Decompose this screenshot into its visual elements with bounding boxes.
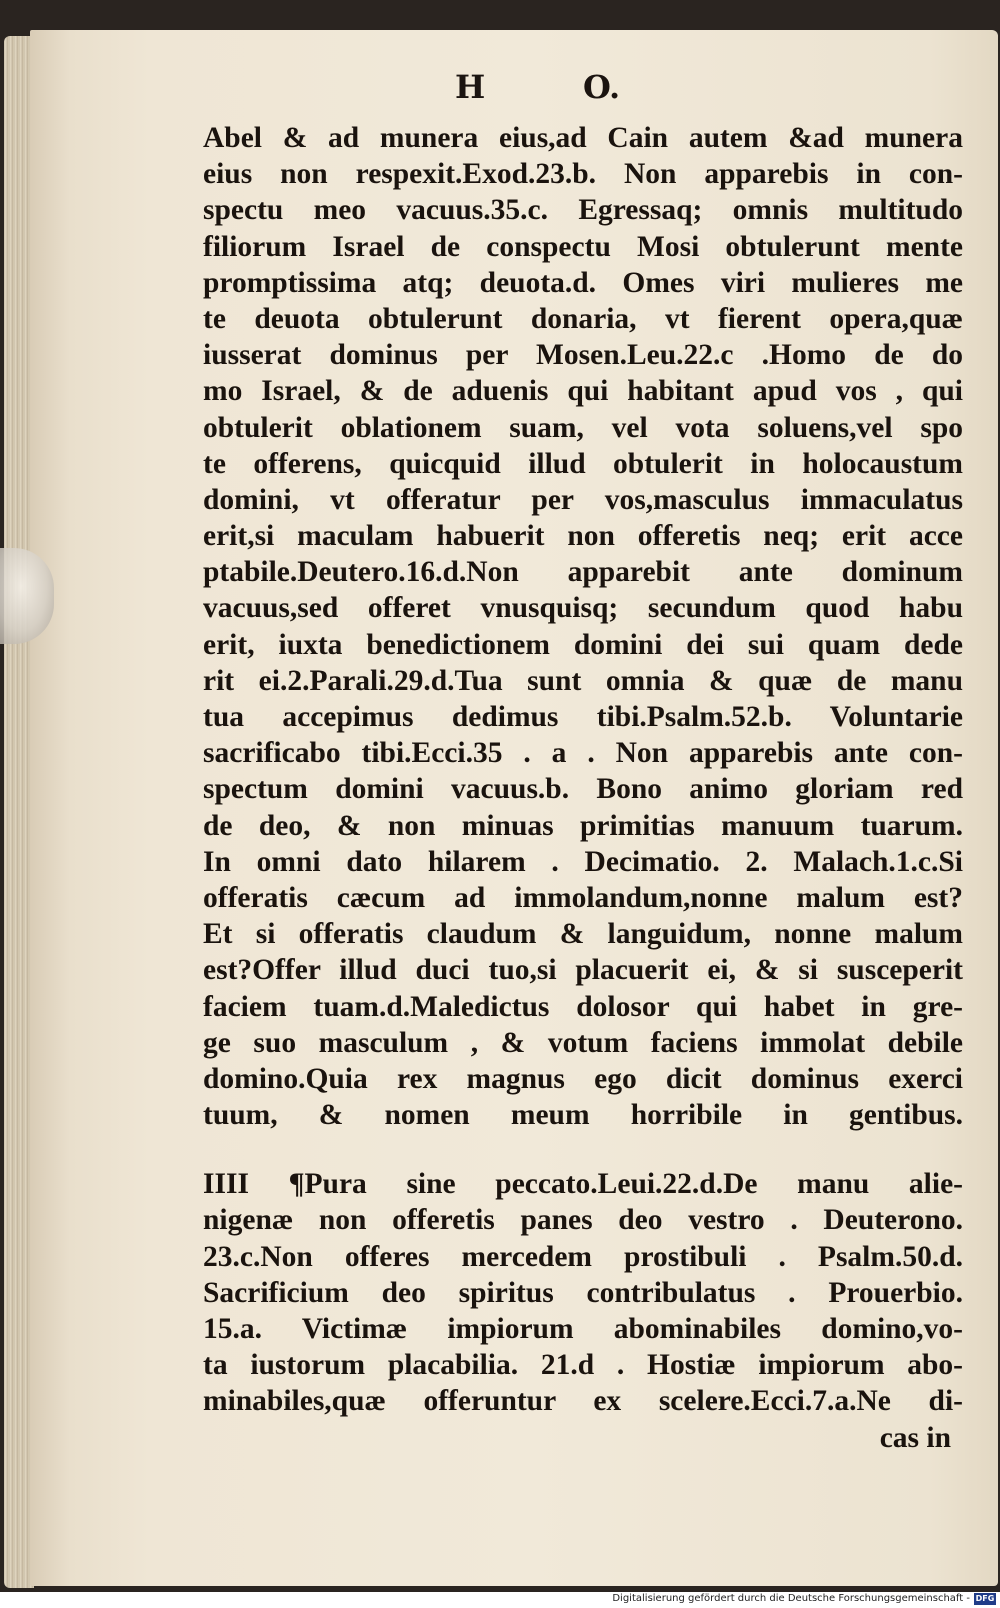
text-line: ta iustorum placabilia. 21.d . Hostiæ impiorum abo- [203, 1349, 963, 1382]
catchword: cas in [879, 1421, 951, 1454]
text-line: nigenæ non offeretis panes deo vestro . Deuterono. [203, 1204, 963, 1237]
footer-credit: Digitalisierung gefördert durch die Deutsche Forschungsgemeinschaft - [612, 1593, 970, 1604]
text-line: obtulerit oblationem suam, vel vota soluens,vel spo [203, 411, 963, 444]
text-line: iusserat dominus per Mosen.Leu.22.c .Homo de do [203, 339, 963, 372]
text-line: filiorum Israel de conspectu Mosi obtulerunt mente [203, 230, 963, 263]
text-line: 23.c.Non offeres mercedem prostibuli . Psalm.50.d. [203, 1240, 963, 1273]
text-line: minabiles,quæ offeruntur ex scelere.Ecci.7.a.Ne di- [203, 1385, 963, 1418]
text-line: Abel & ad munera eius,ad Cain autem &ad munera [203, 122, 963, 154]
text-line: faciem tuam.d.Maledictus dolosor qui habet in gre- [203, 990, 963, 1023]
text-line: domini, vt offeratur per vos,masculus immaculatus [203, 483, 963, 516]
text-line: eius non respexit.Exod.23.b. Non apparebis in con- [203, 158, 963, 191]
text-line: domino.Quia rex magnus ego dicit dominus exerci [203, 1062, 963, 1095]
text-line: erit, iuxta benedictionem domini dei sui quam dede [203, 628, 963, 661]
text-line: sacrificabo tibi.Ecci.35 . a . Non apparebis ante con- [203, 737, 963, 770]
text-line: promptissima atq; deuota.d. Omes viri mulieres me [203, 266, 963, 299]
text-line: de deo, & non minuas primitias manuum tuarum. [203, 809, 963, 842]
text-line: Sacrificium deo spiritus contribulatus . Prouerbio. [203, 1276, 963, 1309]
main-text [203, 120, 963, 1456]
footer-bar [0, 1592, 1000, 1608]
text-line: rit ei.2.Parali.29.d.Tua sunt omnia & quæ de manu [203, 664, 963, 697]
text-line: vacuus,sed offeret vnusquisq; secundum quod habu [203, 592, 963, 625]
running-head-right: O. [583, 68, 621, 106]
dfg-logo: DFG [975, 1594, 995, 1603]
paragraph-1 [203, 120, 963, 1133]
text-line: IIII ¶Pura sine peccato.Leui.22.d.De manu alie- [203, 1168, 963, 1201]
text-line: ptabile.Deutero.16.d.Non apparebit ante dominum [203, 556, 963, 589]
text-line: spectu meo vacuus.35.c. Egressaq; omnis multitudo [203, 194, 963, 227]
paragraph-2 [203, 1166, 963, 1419]
text-line: In omni dato hilarem . Decimatio. 2. Malach.1.c.Si [203, 845, 963, 878]
running-head [0, 68, 1000, 118]
text-line: mo Israel, & de aduenis qui habitant apud vos , qui [203, 375, 963, 408]
text-line: te deuota obtulerunt donaria, vt fierent opera,quæ [203, 302, 963, 335]
text-line: erit,si maculam habuerit non offeretis neq; erit acce [203, 520, 963, 553]
text-line: spectum domini vacuus.b. Bono animo gloriam red [203, 773, 963, 806]
text-line: tuum, & nomen meum horribile in gentibus. [203, 1099, 963, 1132]
text-line: offeratis cæcum ad immolandum,nonne malum est? [203, 881, 963, 914]
running-head-left: H [455, 68, 486, 106]
text-line: est?Offer illud duci tuo,si placuerit ei, & si susceperit [203, 954, 963, 987]
text-line: te offerens, quicquid illud obtulerit in holocaustum [203, 447, 963, 480]
text-line: ge suo masculum , & votum faciens immolat debile [203, 1026, 963, 1059]
text-line: tua accepimus dedimus tibi.Psalm.52.b. Voluntarie [203, 701, 963, 733]
text-line: Et si offeratis claudum & languidum, nonne malum [203, 918, 963, 951]
text-line: 15.a. Victimæ impiorum abominabiles domino,vo- [203, 1313, 963, 1345]
